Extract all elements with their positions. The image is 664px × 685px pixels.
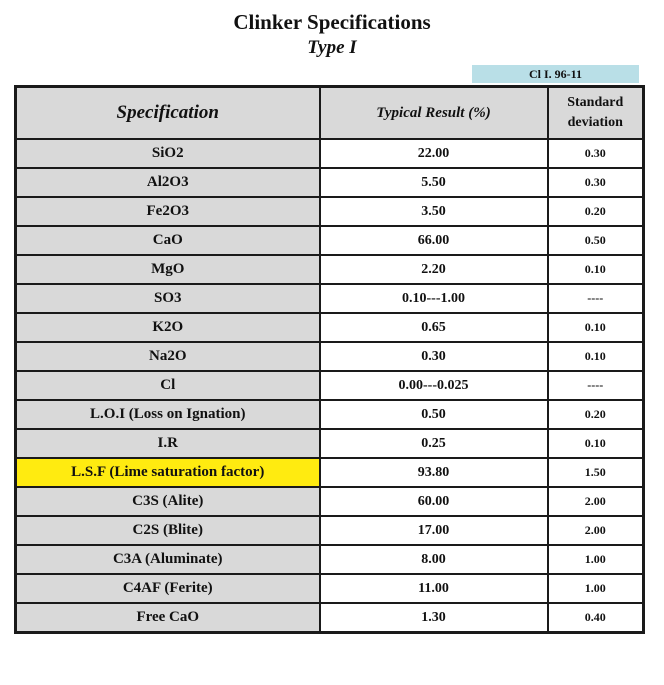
table-row bbox=[16, 226, 644, 255]
cell-typical-result: 93.80 bbox=[320, 458, 548, 487]
table-row bbox=[16, 284, 644, 313]
cell-standard-deviation: 0.40 bbox=[548, 603, 644, 633]
cell-specification-name: L.O.I (Loss on Ignation) bbox=[16, 400, 320, 429]
cell-standard-deviation: 2.00 bbox=[548, 487, 644, 516]
cell-specification-name: K2O bbox=[16, 313, 320, 342]
table-body bbox=[16, 139, 644, 633]
cell-standard-deviation: 1.00 bbox=[548, 574, 644, 603]
table-row bbox=[16, 371, 644, 400]
cell-standard-deviation: ---- bbox=[548, 284, 644, 313]
cell-specification-name: SO3 bbox=[16, 284, 320, 313]
table-row bbox=[16, 255, 644, 284]
cell-standard-deviation: 0.10 bbox=[548, 313, 644, 342]
table-row bbox=[16, 458, 644, 487]
cell-typical-result: 0.30 bbox=[320, 342, 548, 371]
cell-specification-name: C4AF (Ferite) bbox=[16, 574, 320, 603]
cell-specification-name: C3S (Alite) bbox=[16, 487, 320, 516]
table-row bbox=[16, 313, 644, 342]
cell-standard-deviation: 0.20 bbox=[548, 197, 644, 226]
cell-standard-deviation: 1.00 bbox=[548, 545, 644, 574]
table-row bbox=[16, 342, 644, 371]
cell-standard-deviation: 0.30 bbox=[548, 168, 644, 197]
cell-specification-name: MgO bbox=[16, 255, 320, 284]
table-row bbox=[16, 545, 644, 574]
table-header-row bbox=[16, 87, 644, 140]
cell-standard-deviation: 0.10 bbox=[548, 342, 644, 371]
table-row bbox=[16, 429, 644, 458]
table-row bbox=[16, 168, 644, 197]
cell-typical-result: 0.00---0.025 bbox=[320, 371, 548, 400]
cell-typical-result: 66.00 bbox=[320, 226, 548, 255]
table-row bbox=[16, 487, 644, 516]
cell-standard-deviation: 0.10 bbox=[548, 429, 644, 458]
page-title: Clinker Specifications bbox=[233, 10, 431, 34]
table-row bbox=[16, 603, 644, 633]
document-code-label: Cl I. 96-11 bbox=[472, 65, 639, 83]
cell-specification-name: SiO2 bbox=[16, 139, 320, 168]
cell-standard-deviation: ---- bbox=[548, 371, 644, 400]
cell-specification-name: L.S.F (Lime saturation factor) bbox=[16, 458, 320, 487]
cell-specification-name: C2S (Blite) bbox=[16, 516, 320, 545]
cell-specification-name: I.R bbox=[16, 429, 320, 458]
page-subtitle: Type I bbox=[307, 37, 357, 58]
header-std-line2: deviation bbox=[567, 115, 623, 130]
cell-standard-deviation: 0.10 bbox=[548, 255, 644, 284]
cell-specification-name: C3A (Aluminate) bbox=[16, 545, 320, 574]
table-row bbox=[16, 197, 644, 226]
header-standard-deviation bbox=[548, 87, 644, 140]
cell-typical-result: 1.30 bbox=[320, 603, 548, 633]
header-typical-result: Typical Result (%) bbox=[320, 87, 548, 140]
cell-specification-name: CaO bbox=[16, 226, 320, 255]
cell-specification-name: Cl bbox=[16, 371, 320, 400]
cell-typical-result: 0.50 bbox=[320, 400, 548, 429]
cell-specification-name: Al2O3 bbox=[16, 168, 320, 197]
header-specification: Specification bbox=[16, 87, 320, 140]
cell-typical-result: 5.50 bbox=[320, 168, 548, 197]
cell-specification-name: Free CaO bbox=[16, 603, 320, 633]
cell-standard-deviation: 0.50 bbox=[548, 226, 644, 255]
cell-specification-name: Fe2O3 bbox=[16, 197, 320, 226]
cell-typical-result: 17.00 bbox=[320, 516, 548, 545]
cell-typical-result: 60.00 bbox=[320, 487, 548, 516]
cell-typical-result: 8.00 bbox=[320, 545, 548, 574]
header-std-line1: Standard bbox=[567, 95, 624, 110]
cell-typical-result: 0.10---1.00 bbox=[320, 284, 548, 313]
table-row bbox=[16, 400, 644, 429]
cell-typical-result: 0.65 bbox=[320, 313, 548, 342]
cell-standard-deviation: 1.50 bbox=[548, 458, 644, 487]
cell-typical-result: 3.50 bbox=[320, 197, 548, 226]
cell-standard-deviation: 0.30 bbox=[548, 139, 644, 168]
cell-specification-name: Na2O bbox=[16, 342, 320, 371]
cell-standard-deviation: 0.20 bbox=[548, 400, 644, 429]
cell-typical-result: 2.20 bbox=[320, 255, 548, 284]
cell-typical-result: 11.00 bbox=[320, 574, 548, 603]
clinker-spec-table bbox=[14, 85, 645, 634]
table-row bbox=[16, 516, 644, 545]
cell-standard-deviation: 2.00 bbox=[548, 516, 644, 545]
cell-typical-result: 22.00 bbox=[320, 139, 548, 168]
cell-typical-result: 0.25 bbox=[320, 429, 548, 458]
table-row bbox=[16, 139, 644, 168]
table-row bbox=[16, 574, 644, 603]
